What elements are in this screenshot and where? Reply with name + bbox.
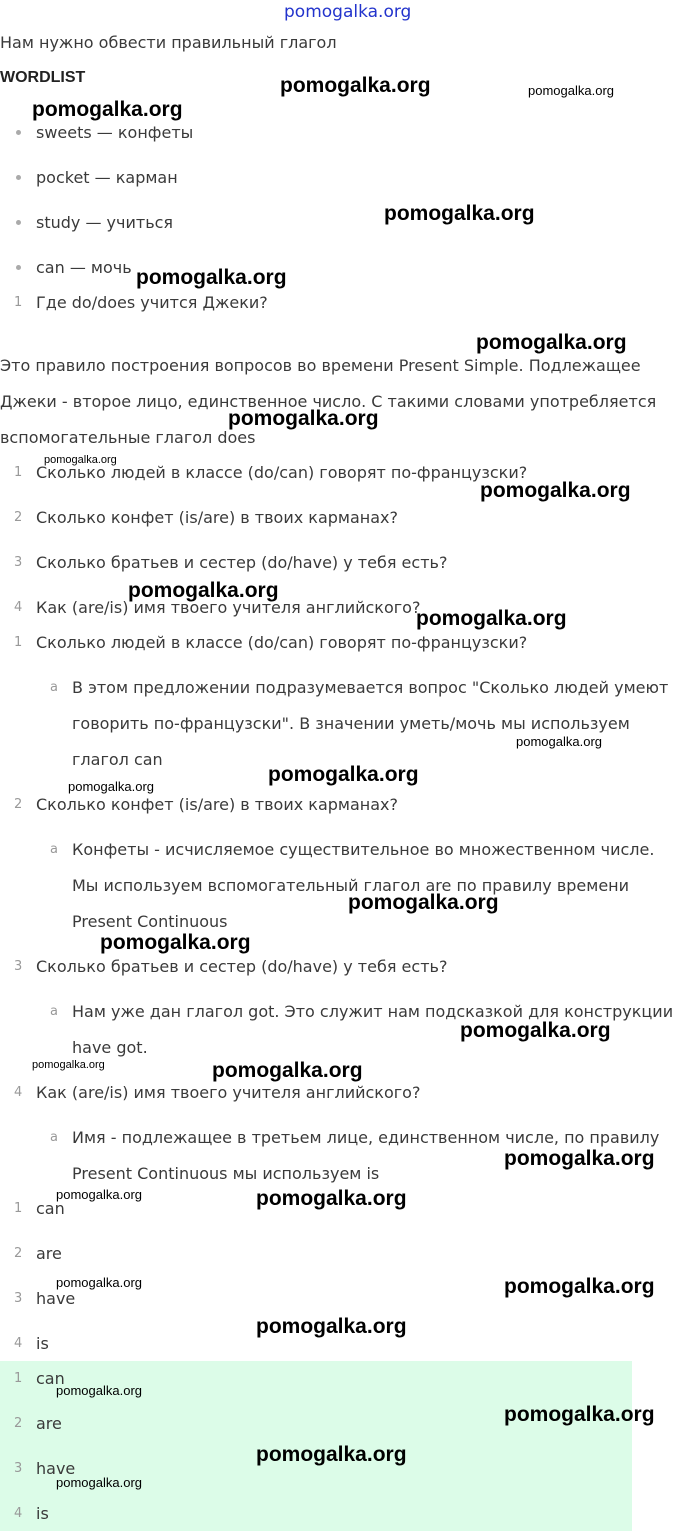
list-item: can — мочь [0, 250, 400, 286]
watermark: pomogalka.org [56, 1475, 142, 1490]
final-answer-item: 2 are [14, 1414, 62, 1433]
intro-text: Нам нужно обвести правильный глагол [0, 33, 337, 52]
watermark: pomogalka.org [136, 266, 287, 289]
sub-letter: a [50, 842, 58, 857]
watermark: pomogalka.org [32, 98, 183, 121]
answer-question: 4 Как (are/is) имя твоего учителя английского? [14, 1083, 421, 1102]
question-item: 2 Сколько конфет (is/are) в твоих карманах? [14, 508, 399, 527]
watermark: pomogalka.org [504, 1147, 655, 1170]
example-item: 1 Где do/does учится Джеки? [14, 293, 268, 312]
sub-letter: a [50, 1130, 58, 1145]
final-answer-item: 1 can [14, 1369, 65, 1388]
answer-item: 4 is [14, 1334, 49, 1353]
watermark: pomogalka.org [416, 607, 567, 630]
list-item: sweets — конфеты [0, 115, 400, 151]
watermark: pomogalka.org [280, 74, 431, 97]
question-item: 1 Сколько людей в классе (do/can) говорят по-французски? [14, 463, 528, 482]
watermark: pomogalka.org [56, 1383, 142, 1398]
watermark: pomogalka.org [212, 1059, 363, 1082]
watermark: pomogalka.org [476, 331, 627, 354]
rule-explanation: Это правило построения вопросов во времени Present Simple. Подлежащее Джеки - второе лицо, единственное число. С такими словами употребляется вспомогательные глагол does [0, 356, 657, 447]
watermark: pomogalka.org [528, 83, 614, 98]
watermark: pomogalka.org [56, 1275, 142, 1290]
watermark: pomogalka.org [228, 407, 379, 430]
watermark: pomogalka.org [256, 1187, 407, 1210]
answer-item: 1 can [14, 1199, 65, 1218]
watermark: pomogalka.org [68, 779, 154, 794]
watermark: pomogalka.org [516, 734, 602, 749]
bullet-icon [16, 220, 21, 225]
list-item: study — учиться [0, 205, 400, 241]
bullet-icon [16, 265, 21, 270]
answer-note: В этом предложении подразумевается вопрос "Сколько людей умеют говорить по-французски". В значении уметь/мочь мы используем глагол can [72, 678, 669, 769]
watermark: pomogalka.org [504, 1403, 655, 1426]
watermark: pomogalka.org [460, 1019, 611, 1042]
answer-question: 3 Сколько братьев и сестер (do/have) у тебя есть? [14, 957, 448, 976]
answer-note: Нам уже дан глагол got. Это служит нам подсказкой для конструкции have got. [72, 1002, 674, 1057]
watermark: pomogalka.org [384, 202, 535, 225]
answer-note: Имя - подлежащее в третьем лице, единственном числе, по правилу Present Continuous мы используем is [72, 1128, 660, 1183]
watermark: pomogalka.org [348, 891, 499, 914]
final-answer-item: 4 is [14, 1504, 49, 1523]
answer-note: Конфеты - исчисляемое существительное во множественном числе. Мы используем вспомогательный глагол are по правилу времени Present Continuous [72, 840, 655, 931]
sub-letter: a [50, 1004, 58, 1019]
watermark: pomogalka.org [100, 931, 251, 954]
final-answer-item: 3 have [14, 1459, 76, 1478]
top-site-link[interactable]: pomogalka.org [284, 2, 412, 22]
question-item: 4 Как (are/is) имя твоего учителя английского? [14, 598, 421, 617]
list-item: pocket — карман [0, 160, 400, 196]
bullet-icon [16, 130, 21, 135]
watermark: pomogalka.org [504, 1275, 655, 1298]
wordlist-heading: WORDLIST [0, 69, 86, 86]
answer-item: 3 have [14, 1289, 76, 1308]
answer-question: 2 Сколько конфет (is/are) в твоих карманах? [14, 795, 399, 814]
answer-question: 1 Сколько людей в классе (do/can) говорят по-французски? [14, 633, 528, 652]
watermark: pomogalka.org [480, 479, 631, 502]
watermark: pomogalka.org [44, 454, 117, 466]
watermark: pomogalka.org [256, 1443, 407, 1466]
sub-letter: a [50, 680, 58, 695]
answer-item: 2 are [14, 1244, 62, 1263]
watermark: pomogalka.org [268, 763, 419, 786]
watermark: pomogalka.org [56, 1187, 142, 1202]
question-item: 3 Сколько братьев и сестер (do/have) у тебя есть? [14, 553, 448, 572]
watermark: pomogalka.org [32, 1059, 105, 1071]
watermark: pomogalka.org [128, 579, 279, 602]
watermark: pomogalka.org [256, 1315, 407, 1338]
bullet-icon [16, 175, 21, 180]
